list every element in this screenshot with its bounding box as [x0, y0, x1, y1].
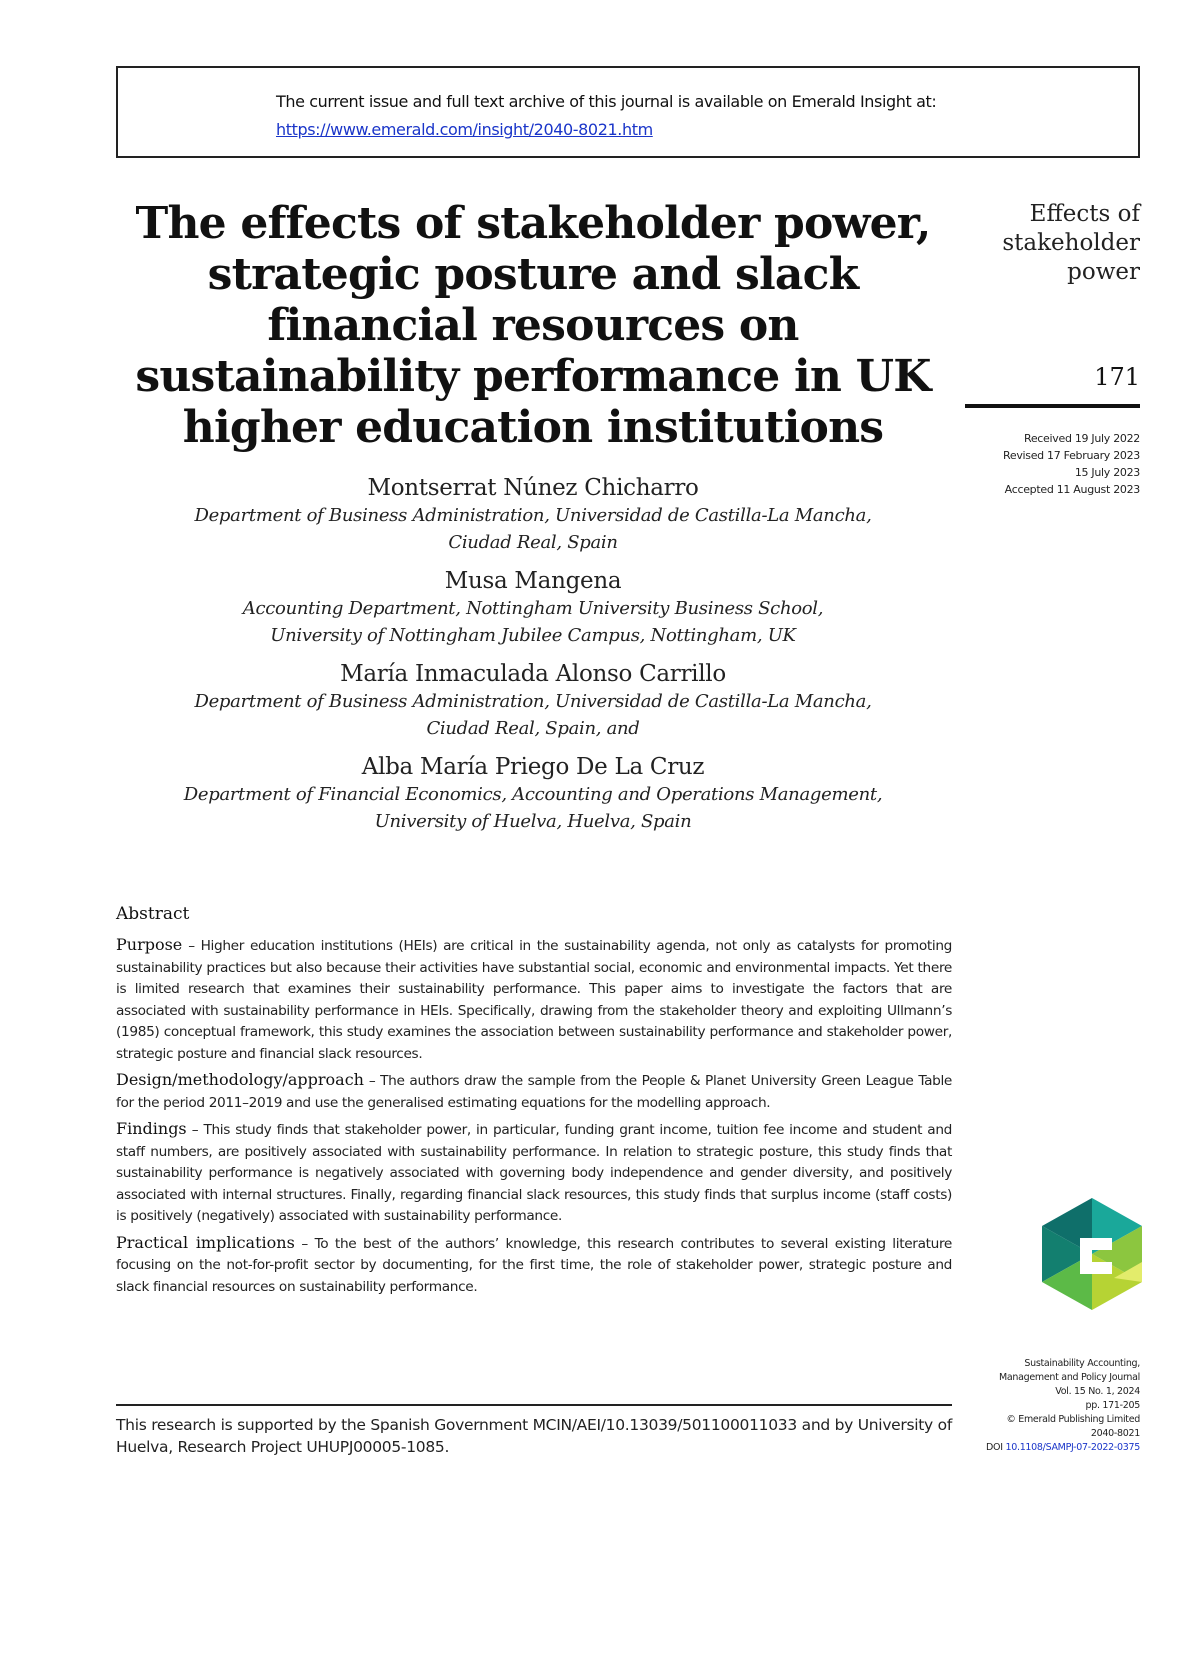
section-label: Findings — [116, 1119, 187, 1138]
author-affiliation: Accounting Department, Nottingham University Business School, — [242, 598, 824, 619]
revised-date: Revised 17 February 2023 — [1003, 449, 1140, 462]
title-line: financial resources on — [267, 300, 799, 351]
section-text: – The authors draw the sample from the People & Planet University Green League Table for the period 2011–2019 and use the generalised estimating equations for the modelling approach. — [116, 1073, 952, 1111]
journal-info-line: Management and Policy Journal — [999, 1372, 1140, 1383]
journal-notice-box — [116, 66, 1140, 158]
abstract-design — [116, 1069, 952, 1114]
journal-info-line: Vol. 15 No. 1, 2024 — [1055, 1386, 1140, 1397]
doi-label: DOI — [986, 1442, 1003, 1453]
crossmark-logo-icon[interactable] — [1042, 1198, 1142, 1310]
abstract-heading: Abstract — [116, 904, 190, 924]
doi-link[interactable]: 10.1108/SAMPJ-07-2022-0375 — [1005, 1442, 1140, 1453]
section-text: – This study finds that stakeholder power, in particular, funding grant income, tuition fee income and student and staff numbers, are positively associated with sustainability performance. In relation to strategic posture, this study finds that sustainability performance is negatively associated with governing body independence and gender diversity, and positively associated with internal structures. Finally, regarding financial slack resources, this study finds that surplus income (staff costs) is positively (negatively) associated with sustainability performance. — [116, 1122, 952, 1224]
author-affiliation: Ciudad Real, Spain — [448, 532, 618, 553]
running-header-line: stakeholder — [1002, 230, 1140, 256]
footnote-divider — [116, 1404, 952, 1406]
section-label: Practical implications — [116, 1232, 295, 1252]
author-affiliation: University of Nottingham Jubilee Campus, Nottingham, UK — [270, 625, 796, 646]
journal-info — [940, 1357, 1140, 1455]
author-affiliation: Ciudad Real, Spain, and — [426, 718, 640, 739]
running-header — [960, 200, 1140, 287]
author-name: Alba María Priego De La Cruz — [361, 754, 705, 780]
title-line: The effects of stakeholder power, — [135, 198, 931, 249]
running-header-line: Effects of — [1029, 201, 1140, 227]
author-name: Montserrat Núnez Chicharro — [367, 475, 699, 501]
article-title — [118, 198, 948, 453]
title-line: sustainability performance in UK — [135, 351, 931, 402]
author-block — [118, 474, 948, 556]
section-text: – Higher education institutions (HEIs) are critical in the sustainability agenda, not only as catalysts for promoting sustainability practices but also because their activities have substantial social, economic and environmental impacts. Yet there is limited research that examines their sustainability performance. This paper aims to investigate the factors that are associated with sustainability performance in HEIs. Specifically, drawing from the stakeholder theory and exploiting Ullmann’s (1985) conceptual framework, this study examines the association between sustainability performance and stakeholder power, strategic posture and financial slack resources. — [116, 938, 952, 1062]
journal-info-line: Sustainability Accounting, — [1024, 1358, 1140, 1369]
section-label: Design/methodology/approach — [116, 1070, 364, 1089]
author-block — [118, 567, 948, 649]
author-affiliation: University of Huelva, Huelva, Spain — [374, 811, 692, 832]
side-divider — [965, 404, 1140, 408]
abstract-body — [116, 934, 952, 1302]
title-line: higher education institutions — [182, 402, 884, 453]
author-block — [118, 753, 948, 835]
abstract-findings — [116, 1118, 952, 1228]
author-affiliation: Department of Financial Economics, Accounting and Operations Management, — [183, 784, 883, 805]
author-affiliation: Department of Business Administration, Universidad de Castilla-La Mancha, — [194, 691, 872, 712]
journal-info-line: © Emerald Publishing Limited — [1006, 1414, 1140, 1425]
doi-line — [940, 1441, 1140, 1455]
abstract-practical-implications — [116, 1232, 952, 1299]
funding-footnote: This research is supported by the Spanish Government MCIN/AEI/10.13039/501100011033 and by University of Huelva, Research Project UHUPJ00005-1085. — [116, 1416, 952, 1456]
section-label: Purpose — [116, 935, 183, 954]
running-header-line: power — [1067, 259, 1140, 285]
accepted-date: Accepted 11 August 2023 — [1004, 483, 1140, 496]
section-text: – To the best of the authors’ knowledge, this research contributes to several existing literature focusing on the not-for-profit sector by documenting, for the first time, the role of stakeholder power, strategic posture and slack financial resources on sustainability performance. — [116, 1235, 952, 1295]
author-block — [118, 660, 948, 742]
page-number: 171 — [1094, 363, 1140, 391]
abstract-purpose — [116, 934, 952, 1065]
author-name: Musa Mangena — [444, 568, 622, 594]
title-line: strategic posture and slack — [207, 249, 859, 300]
journal-archive-link[interactable]: https://www.emerald.com/insight/2040-8021.htm — [276, 120, 653, 139]
notice-text: The current issue and full text archive of this journal is available on Emerald Insight at: — [276, 92, 937, 111]
author-affiliation: Department of Business Administration, Universidad de Castilla-La Mancha, — [194, 505, 872, 526]
journal-info-line: pp. 171-205 — [1085, 1400, 1140, 1411]
revised-date-2: 15 July 2023 — [1074, 466, 1140, 479]
received-date: Received 19 July 2022 — [1023, 432, 1140, 445]
history-dates — [940, 430, 1140, 498]
author-list — [118, 474, 948, 846]
author-name: María Inmaculada Alonso Carrillo — [340, 661, 726, 687]
journal-info-line: 2040-8021 — [1090, 1428, 1140, 1439]
